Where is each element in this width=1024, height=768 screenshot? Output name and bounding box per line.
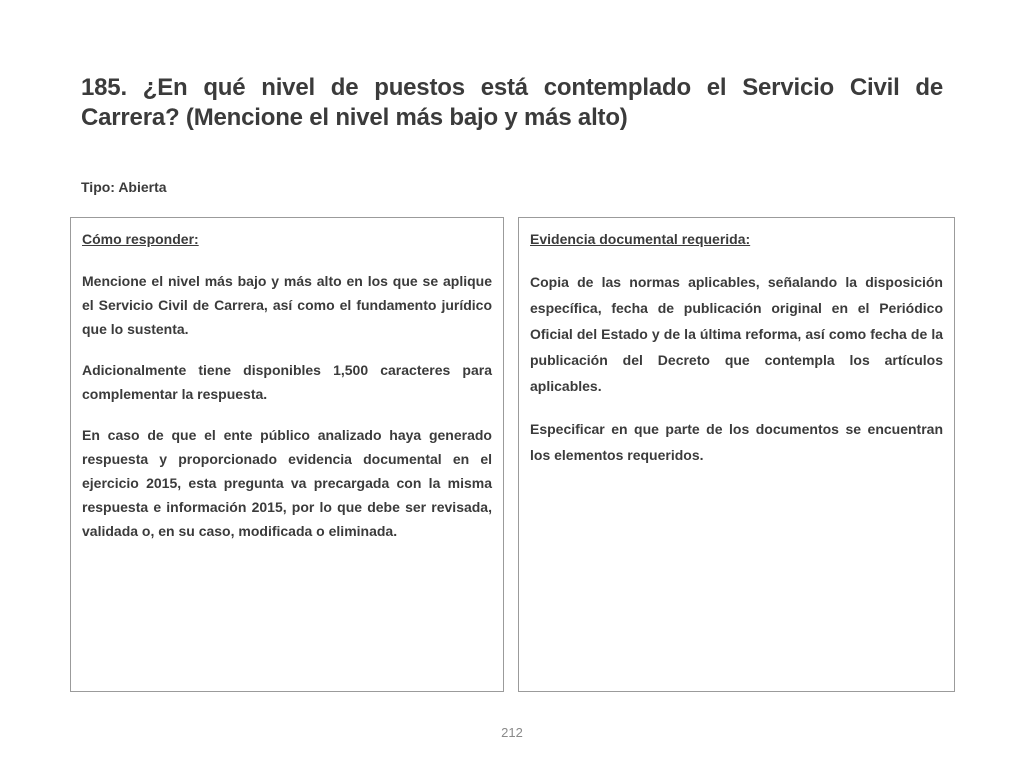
- required-evidence-panel: [518, 217, 955, 692]
- slide-title: 185. ¿En qué nivel de puestos está contemplado el Servicio Civil de Carrera? (Mencione el nivel más bajo y más alto): [81, 74, 943, 131]
- instruction-paragraph: En caso de que el ente público analizado haya generado respuesta y proporcionado evidencia documental en el ejercicio 2015, esta pregunta va precargada con la misma respuesta e información 2015, por lo que debe ser revisada, validada o, en su caso, modificada o eliminada.: [82, 427, 492, 539]
- evidence-paragraph: Especificar en que parte de los documentos se encuentran los elementos requeridos.: [530, 421, 943, 463]
- instruction-paragraph: Adicionalmente tiene disponibles 1,500 caracteres para complementar la respuesta.: [82, 362, 492, 402]
- instruction-paragraph: Mencione el nivel más bajo y más alto en los que se aplique el Servicio Civil de Carrera, así como el fundamento jurídico que lo sustenta.: [82, 273, 492, 337]
- required-evidence-heading: Evidencia documental requerida:: [530, 231, 751, 247]
- question-type: Tipo: Abierta: [81, 179, 167, 195]
- how-to-answer-heading: Cómo responder:: [82, 231, 199, 247]
- page-number: 212: [501, 725, 523, 740]
- how-to-answer-panel: [70, 217, 504, 692]
- evidence-paragraph: Copia de las normas aplicables, señalando la disposición específica, fecha de publicación original en el Periódico Oficial del Estado y de la última reforma, así como fecha de la publicación del Decreto que contempla los artículos aplicables.: [530, 274, 943, 394]
